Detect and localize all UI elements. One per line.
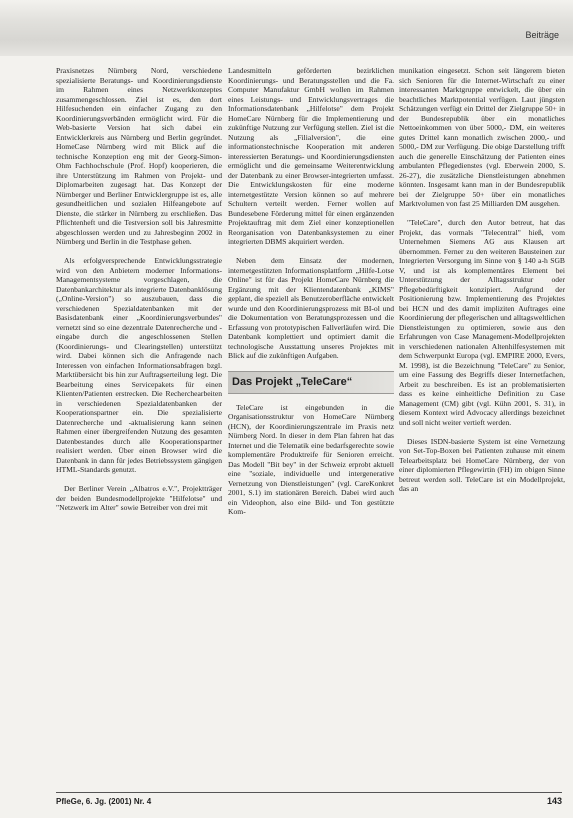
paragraph: Landesmitteln geförderten bezirklichen Koordinierungs- und Beratungsstellen und die Fa. Computer Manufaktur GmbH wollen im Rahmen eines Leistungs- und Entwicklungsvertrages die Informationsdatenbank „Hilfelotse" dem Projekt HomeCare Nürnberg für die Implementierung und zukünftige Nutzung zur Verfügung stellen. Ziel ist die Nutzung als „Filialversion", die eine informationstechnische Kooperation mit anderen interessierten Beratungs- und Koordinierungsdiensten ermöglicht und die gemeinsame Weiterentwicklung der Datenbank zu einer Browser-integrierten umfasst. Die Entwicklungskosten für eine moderne internetgestützte Version können so auf mehrere Schultern verteilt werden. Ferner wollen auf Bundesebene Förderung mittel für einen ergänzenden Projektauftrag mit dem Ziel einer konzeptionellen Reorganisation von Datenbanksystemen zu einer integrierten DBMS akquiriert werden. bbox=[228, 66, 394, 246]
text-column-3 bbox=[399, 66, 565, 494]
paragraph: Praxisnetzes Nürnberg Nord, verschiedene spezialisierte Beratungs- und Koordinierungsdienste im Rahmen eines Netzwerkkonzeptes zusammengeschlossen. Ziel ist es, den dort Hilfesuchenden ein einfacher Zugang zu den Koordinierungsverbänden ermöglicht wird. Für die Web-basierte Version hat sich dabei ein Entwicklerkreis aus Nürnberg und Berlin gegründet. HomeCase Nürnberg wird mit Blick auf die technische Konzeption eng mit der Georg-Simon-Ohm Fachhochschule (Prof. Hopf) kooperieren, die ihre Unterstützung im Rahmen von Projekt- und Diplomarbeiten zugesagt hat. Das Konzept der Nürnberger und Berliner Entwicklergruppe ist es, alle gesundheitlichen und sozialen Hilfeangebote auf Dienste, die stärker in Nürnberg zu erschließen. Das Pflichtenheft und die Testversion soll bis Jahresmitte abgeschlossen werden und zu Jahresbeginn 2002 in Nürnberg und Berlin in die Testphase gehen. bbox=[56, 66, 222, 246]
paragraph: Der Berliner Verein „Albatros e.V.", Projektträger der beiden Bundesmodellprojekte "Hilfelotse" und "Netzwerk im Alter" sowie Betreiber von drei mit bbox=[56, 484, 222, 512]
text-column-1 bbox=[56, 66, 222, 513]
paragraph: Als erfolgversprechende Entwicklungsstrategie wird von den Anbietern moderner Informations-Managementsysteme vorgeschlagen, die Datenbankarchitektur als integrierte Datenbanklösung („Online-Version") so auszubauen, dass die verschiedenen Spezialdatenbanken mit der Basisdatenbank einer „Koordinierungsverbundes" vernetzt sind so eine dezentrale Datenrecherche und -eingabe durch die angeschlossenen Stellen (Koordinierungs- und Clearingstellen) unterstützt wird. Dabei können sich die Anfragende nach Interessen von einfachen Informationsabfragen bzgl. Marktübersicht bis hin zur Auftragserteilung legt. Die Bearbeitung eines Servicepakets für einen Klienten/Patienten erstrecken. Die Recherchearbeiten in verschiedenen Spezialdatenbanken der Kooperationspartner ein. Die spezialisierte Datenrecherche und -aktualisierung kann seinen Rahmen einer übergreifenden Nutzung des gesamten Datenbestandes durch alle Kooperationspartner realisiert werden. Über einen Browser wird die Datenbank in dann für jedes Betriebssystem gängigen HTML-Standards genutzt. bbox=[56, 256, 222, 474]
header-band bbox=[0, 0, 573, 56]
paragraph: TeleCare ist eingebunden in die Organisationsstruktur von HomeCare Nürnberg (HCN), der Koordinierungszentrale im Praxis netz Nürnberg Nord. In dieser in dem Plan fahren hat das Internet und die Telematik eine bedarfsgerechte sowie komplementäre Produktreife für Senioren erreicht. Das Modell "Bit bey" in der Schweiz erprobt aktuell eine "soziale, individuelle und intergenerative Vernetzung von Dienstleistungen" (vgl. CareKonkret 2001, S.1) im stationären Bereich. Dabei wird auch ein Videophon, also eine Bild- und Ton gestützte Kom- bbox=[228, 402, 394, 516]
paragraph: Neben dem Einsatz der modernen, internetgestützten Informationsplattform „Hilfe-Lotse Online" ist für das Projekt HomeCare Nürnberg die Ergänzung mit der Klientendatenbank „KIMS" geplant, die speziell als Benutzeroberfläche entwickelt wurde und den Koordinierungsprozess mit BI-ol und die Dokumentation von Beratungsprozessen und die Erfassung von prototypischen Fallverläufen wird. Die Datenbank komplettiert und optimiert damit die technologische Ausstattung unseres Projektes mit Blick auf die zukünftigen Aufgaben. bbox=[228, 256, 394, 360]
text-column-2 bbox=[228, 66, 394, 517]
journal-citation: PfleGe, 6. Jg. (2001) Nr. 4 bbox=[56, 797, 152, 806]
page-number: 143 bbox=[546, 796, 562, 806]
paragraph: munikation eingesetzt. Schon seit längerem bieten sich Senioren für die Internet-Wirtschaft zu einer interessanten Marktgruppe entwickelt, die über ein beachtliches Marktpotential verfügen. Laut jüngsten Schätzungen verfügt ein Drittel der Zielgruppe 50+ in der Bundesrepublik über ein monatliches Nettoeinkommen von über 5000,- DM, ein weiteres gutes Drittel kann monatlich zwischen 2000,- und 5000,- DM zur Verfügung. Die obige Darstellung trifft auch die generelle Einschätzung der Patienten eines ambulanten Pflegedienstes (vgl. Eberwein 2000, S. 26-27), die zusätzliche Dienstleistungen abnehmen könnten. Insgesamt kann man in der Bundesrepublik bei der Zielgruppe 50+ über ein monatliches Marktvolumen von fast 25 Milliarden DM ausgehen. bbox=[399, 66, 565, 208]
section-label: Beiträge bbox=[525, 30, 559, 40]
paragraph: Dieses ISDN-basierte System ist eine Vernetzung von Set-Top-Boxen bei Patienten zuhause mit einem Telearbeitsplatz bei HomeCare Nürnberg, der von einer diplomierten Pflegewirtin (FH) im obigen Sinne betreut werden soll. TeleCare ist ein Modellprojekt, das an bbox=[399, 436, 565, 493]
section-heading: Das Projekt „TeleCare“ bbox=[228, 371, 394, 394]
footer-rule bbox=[56, 792, 562, 793]
paragraph: "TeleCare", durch den Autor betreut, hat das Projekt, das vormals "Telecentral" hieß, vom Unternehmen Siemens AG aus Klausen art übernommen. Ferner zu den weiteren Bausteinen zur Integrierten Versorgung im Sinne von § 140 a-h SGB V, und ist als komplementäres Element bei Unterstützung der Alltagsstruktur oder Pflegebedürftigkeit konzipiert. Aufgrund der Positionierung bzw. Implementierung des Projektes bei HCN und des damit impliziten Auftrages eine Koordinierung der pflegerischen und alltagsweltlichen Dienstleistungen zu optimieren, sowie aus den Erfahrungen von Case Management-Modellprojekten in verschiedenen nationalen Altenhilfesystemen mit dem Schwerpunkt Europa (vgl. EMPIRE 2000, Evers, M. 1998), ist die Bezeichnung "TeleCare" zu Senior, um eine Fassung des Begriffs dieser Internetfachen, Arbeit zu beschreiben. Es ist an problematisierten dass es keine einheitliche Definition zu Case Management (CM) gibt (vgl. Kühn 2001, S. 31), in diesem Kontext wird Advocacy allerdings bezeichnet und soll nicht weiter vertieft werden. bbox=[399, 218, 565, 427]
